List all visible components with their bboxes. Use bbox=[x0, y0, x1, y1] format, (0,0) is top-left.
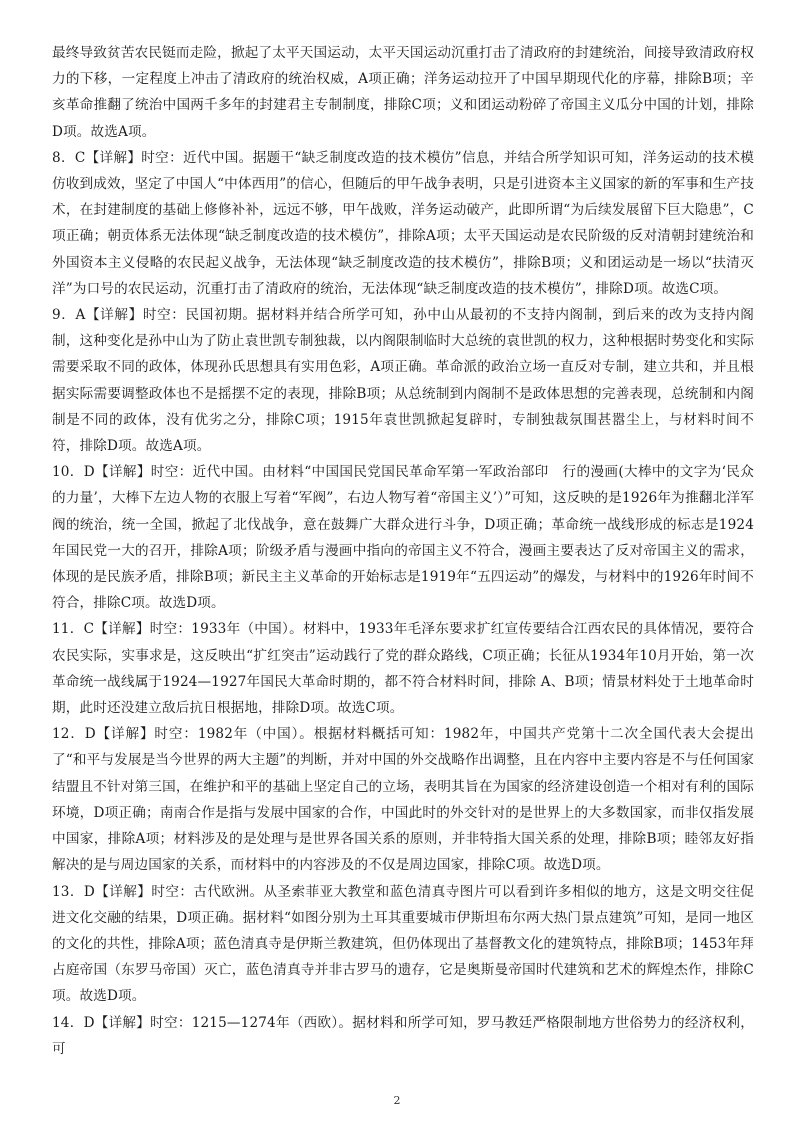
answer-9: 9．A【详解】时空：民国初期。据材料并结合所学可知，孙中山从最初的不支持内阁制，到后来的改为支持内阁制，这种变化是孙中山为了防止袁世凯专制独裁，以内阁限制临时大总统的袁世凯的权力，这种根据时势变化和实际需要采取不同的政体，体现孙氏思想具有实用色彩，A项正确。革命派的政治立场一直反对专制，建立共和，并且根据实际需要调整政体也不是摇摆不定的表现，排除B项；从总统制到内阁制不是政体思想的完善表现，总统制和内阁制是不同的政体，没有优劣之分，排除C项；1915年袁世凯掀起复辟时，专制独裁氛围甚嚣尘上，与材料时间不符，排除D项。故选A项。 bbox=[52, 307, 754, 455]
answer-11: 11．C【详解】时空：1933年（中国）。材料中，1933年毛泽东要求扩红宣传要结合江西农民的具体情况，要符合农民实际，实事求是，这反映出“扩红突击”运动践行了党的群众路线，C项正确；长征从1934年10月开始，第一次革命统一战线属于1924—1927年国民大革命时期的，都不符合材料时间，排除 A、B项；情景材料处于土地革命时期，此时还没建立敌后抗日根据地，排除D项。故选C项。 bbox=[52, 621, 754, 717]
page-number: 2 bbox=[393, 1094, 401, 1107]
paragraph-continuation: 最终导致贫苦农民铤而走险，掀起了太平天国运动，太平天国运动沉重打击了清政府的封建统治，间接导致清政府权力的下移，一定程度上冲击了清政府的统治权威，A项正确；洋务运动拉开了中国早期现代化的序幕，排除B项；辛亥革命推翻了统治中国两千多年的封建君主专制制度，排除C项；义和团运动粉碎了帝国主义瓜分中国的计划，排除D项。故选A项。 bbox=[52, 45, 754, 140]
answer-10: 10．D【详解】时空：近代中国。由材料“中国国民党国民革命军第一军政治部印 行的漫画(大棒中的文字为‘民众的力量’，大棒下左边人物的衣服上写着“军阀”，右边人物写着“帝国主义’）”可知，这反映的是1926年为推翻北洋军阀的统治，统一全国，掀起了北伐战争，意在鼓舞广大群众进行斗争，D项正确；革命统一战线形成的标志是1924年国民党一大的召开，排除A项；阶级矛盾与漫画中指向的帝国主义不符合，漫画主要表达了反对帝国主义的需求，体现的是民族矛盾，排除B项；新民主主义革命的开始标志是1919年“五四运动”的爆发，与材料中的1926年时间不符合，排除C项。故选D项。 bbox=[52, 464, 754, 612]
answer-13: 13．D【详解】时空：古代欧洲。从圣索菲亚大教堂和蓝色清真寺图片可以看到许多相似的地方，这是文明交往促进文化交融的结果，D项正确。据材料“如图分别为土耳其重要城市伊斯坦布尔两大热门景点建筑”可知，是同一地区的文化的共性，排除A项；蓝色清真寺是伊斯兰教建筑，但仍体现出了基督教文化的建筑特点，排除B项；1453年拜占庭帝国（东罗马帝国）灭亡，蓝色清真寺并非古罗马的遗存，它是奥斯曼帝国时代建筑和艺术的辉煌杰作，排除C项。故选D项。 bbox=[52, 883, 754, 1005]
answer-12: 12．D【详解】时空：1982年（中国）。根据材料概括可知：1982年，中国共产党第十二次全国代表大会提出了“和平与发展是当今世界的两大主题”的判断，并对中国的外交战略作出调整，且在内容中主要内容是不与任何国家结盟且不针对第三国，在维护和平的基础上坚定自己的立场，表明其旨在为国家的经济建设创造一个相对有利的国际环境，D项正确；南南合作是指与发展中国家的合作，中国此时的外交针对的是世界上的大多数国家，而非仅指发展中国家，排除A项；材料涉及的是处理与是世界各国关系的原则，并非特指大国关系的处理，排除B项；睦邻友好指解决的是与周边国家的关系，而材料中的内容涉及的不仅是周边国家，排除C项。故选D项。 bbox=[52, 726, 754, 874]
answer-14: 14．D【详解】时空：1215—1274年（西欧）。据材料和所学可知，罗马教廷严格限制地方世俗势力的经济权利，可 bbox=[52, 1014, 754, 1057]
answer-8: 8．C【详解】时空：近代中国。据题干“缺乏制度改造的技术模仿”信息，并结合所学知识可知，洋务运动的技术模仿收到成效，坚定了中国人“中体西用”的信心，但随后的甲午战争表明，只是引进资本主义国家的新的军事和生产技术，在封建制度的基础上修修补补，远远不够，甲午战败，洋务运动破产，此即所谓“为后续发展留下巨大隐患”，C项正确；朝贡体系无法体现“缺乏制度改造的技术模仿”，排除A项；太平天国运动是农民阶级的反对清朝封建统治和外国资本主义侵略的农民起义战争，无法体现“缺乏制度改造的技术模仿”，排除B项；义和团运动是一场以“扶清灭洋”为口号的农民运动，沉重打击了清政府的统治，无法体现“缺乏制度改造的技术模仿”，排除D项。故选C项。 bbox=[52, 149, 754, 297]
